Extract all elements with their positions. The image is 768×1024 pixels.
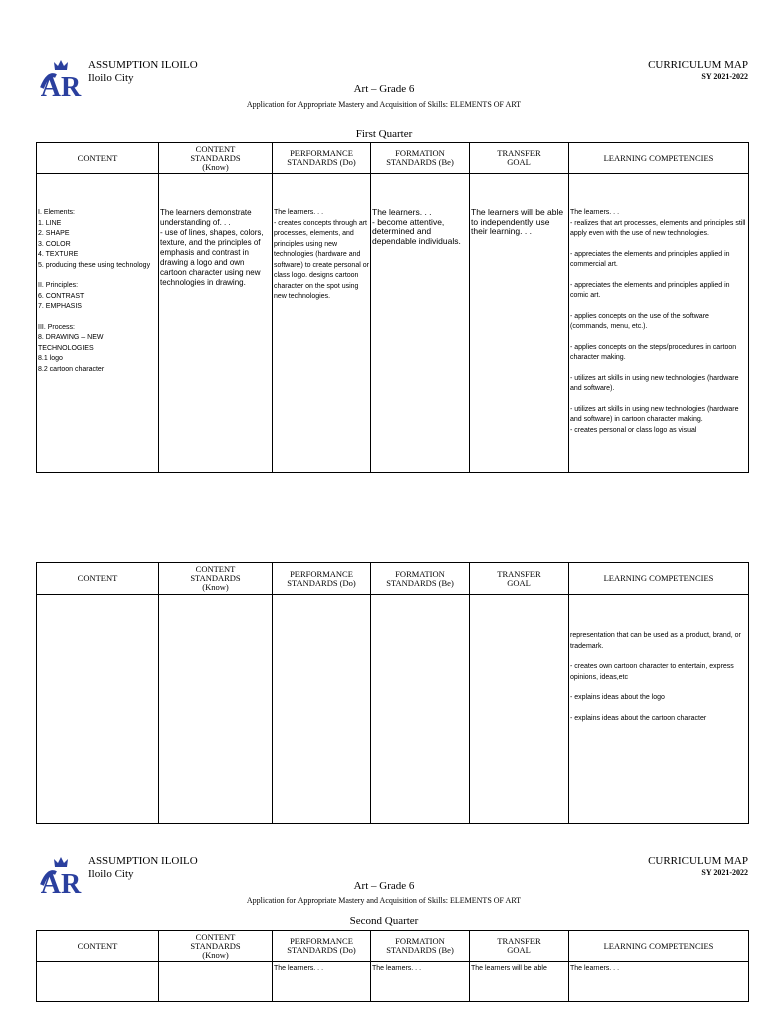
cell-performance-standards bbox=[273, 174, 371, 473]
cell-learning-competencies bbox=[569, 962, 749, 1002]
subject-title: Art – Grade 6 bbox=[353, 880, 415, 892]
curriculum-map-block bbox=[648, 855, 748, 879]
cell-line: The learners. . . bbox=[274, 209, 324, 216]
cell-line: representation that can be used as a product, brand, or trademark. bbox=[570, 632, 741, 650]
line-gap bbox=[38, 313, 157, 323]
school-city: Iloilo City bbox=[88, 868, 134, 880]
cell-line: III. Process: bbox=[38, 323, 75, 331]
curriculum-table-first-quarter-continued bbox=[36, 562, 749, 824]
cell-content-standards bbox=[159, 962, 273, 1002]
cell-line: - appreciates the elements and principles applied in comic art. bbox=[570, 281, 730, 299]
col-learning-competencies: LEARNING COMPETENCIES bbox=[569, 563, 749, 595]
cell-performance-standards bbox=[273, 962, 371, 1002]
cell-line: - use of lines, shapes, colors, texture, and the principles of emphasis and contrast in drawing a logo and own cartoon character using new technologies in drawing. bbox=[160, 228, 264, 287]
table-header-row bbox=[37, 563, 749, 595]
col-learning-competencies: LEARNING COMPETENCIES bbox=[569, 143, 749, 174]
col-performance-standards: PERFORMANCE STANDARDS (Do) bbox=[273, 931, 371, 962]
line-gap bbox=[570, 333, 747, 343]
col-content: CONTENT bbox=[37, 563, 159, 595]
school-name: ASSUMPTION ILOILO bbox=[88, 855, 198, 867]
table-header-row bbox=[37, 931, 749, 962]
col-formation-standards: FORMATION STANDARDS (Be) bbox=[371, 143, 470, 174]
line-gap bbox=[570, 652, 747, 662]
cell-transfer-goal bbox=[470, 595, 569, 824]
cell-line: The learners. . . bbox=[372, 207, 432, 217]
cell-line: - utilizes art skills in using new technologies (hardware and software). bbox=[570, 374, 739, 392]
performance-standards-text: The learners. . . bbox=[274, 965, 324, 972]
line-gap bbox=[570, 364, 747, 374]
col-content: CONTENT bbox=[37, 931, 159, 962]
line-gap bbox=[570, 271, 747, 281]
school-name: ASSUMPTION ILOILO bbox=[88, 59, 198, 71]
cell-learning-competencies bbox=[569, 174, 749, 473]
cell-line: 6. CONTRAST bbox=[38, 292, 85, 300]
cell-line: - creates concepts through art processes, elements, and principles using new technologies (hardware and software) to create personal or class logo. designs cartoon character on the spot using new technologies. bbox=[274, 219, 369, 300]
cell-line: The learners demonstrate understanding of. . . bbox=[160, 208, 252, 227]
cell-line: 4. TEXTURE bbox=[38, 251, 79, 258]
col-transfer-goal: TRANSFER GOAL bbox=[470, 143, 569, 174]
col-formation-standards: FORMATION STANDARDS (Be) bbox=[371, 563, 470, 595]
cell-line: - realizes that art processes, elements and principles still apply even with the use of new technologies. bbox=[570, 219, 746, 237]
school-city: Iloilo City bbox=[88, 72, 134, 84]
line-gap bbox=[38, 271, 157, 281]
curriculum-table-first-quarter bbox=[36, 142, 749, 473]
line-gap bbox=[570, 704, 747, 714]
cell-content-standards bbox=[159, 174, 273, 473]
quarter-title-second: Second Quarter bbox=[349, 915, 419, 927]
table-row bbox=[37, 595, 749, 824]
cell-transfer-goal bbox=[470, 174, 569, 473]
cell-content-standards bbox=[159, 595, 273, 824]
school-name-block bbox=[88, 59, 198, 85]
school-name-block bbox=[88, 855, 198, 881]
line-gap bbox=[570, 240, 747, 250]
cell-formation-standards bbox=[371, 595, 470, 824]
cell-line: II. Principles: bbox=[38, 282, 79, 289]
cell-content bbox=[37, 595, 159, 824]
cell-line: 7. EMPHASIS bbox=[38, 303, 82, 310]
cell-performance-standards bbox=[273, 595, 371, 824]
cell-line: - utilizes art skills in using new technologies (hardware and software) in cartoon character making. bbox=[570, 405, 739, 423]
cell-line: - applies concepts on the steps/procedures in cartoon character making. bbox=[570, 343, 737, 361]
col-content-standards: CONTENT STANDARDS (Know) bbox=[159, 143, 273, 174]
cell-line: 8.2 cartoon character bbox=[38, 365, 105, 373]
cell-line: 8.1 logo bbox=[38, 355, 63, 362]
cell-line: 5. producing these using technology bbox=[38, 261, 151, 269]
school-year: SY 2021-2022 bbox=[701, 72, 748, 81]
learning-competencies-text: The learners. . . bbox=[570, 965, 620, 972]
cell-formation-standards bbox=[371, 962, 470, 1002]
cell-line: 8. DRAWING – NEW TECHNOLOGIES bbox=[38, 334, 104, 352]
curriculum-map-block bbox=[648, 59, 748, 83]
doc-type: CURRICULUM MAP bbox=[648, 59, 748, 71]
line-gap bbox=[570, 302, 747, 312]
svg-text:AR: AR bbox=[40, 869, 82, 897]
cell-content bbox=[37, 174, 159, 473]
school-year: SY 2021-2022 bbox=[701, 868, 748, 877]
col-transfer-goal: TRANSFER GOAL bbox=[470, 563, 569, 595]
cell-line: - appreciates the elements and principles applied in commercial art. bbox=[570, 250, 730, 268]
quarter-title-first: First Quarter bbox=[355, 128, 413, 140]
col-formation-standards: FORMATION STANDARDS (Be) bbox=[371, 931, 470, 962]
cell-line: I. Elements: bbox=[38, 209, 75, 216]
page-subtitle: Application for Appropriate Mastery and Acquisition of Skills: ELEMENTS OF ART bbox=[246, 896, 522, 905]
col-content-standards: CONTENT STANDARDS (Know) bbox=[159, 563, 273, 595]
table-row bbox=[37, 962, 749, 1002]
cell-line: - creates personal or class logo as visual bbox=[570, 426, 697, 434]
col-performance-standards: PERFORMANCE STANDARDS (Do) bbox=[273, 563, 371, 595]
col-content-standards: CONTENT STANDARDS (Know) bbox=[159, 931, 273, 962]
col-performance-standards: PERFORMANCE STANDARDS (Do) bbox=[273, 143, 371, 174]
svg-text:AR: AR bbox=[40, 72, 82, 100]
col-content: CONTENT bbox=[37, 143, 159, 174]
cell-line: 1. LINE bbox=[38, 219, 62, 227]
col-learning-competencies: LEARNING COMPETENCIES bbox=[569, 931, 749, 962]
cell-line: - become attentive, determined and dependable individuals. bbox=[372, 216, 461, 246]
transfer-goal-text: The learners will be able bbox=[471, 965, 547, 972]
cell-line: The learners will be able to independently use their learning. . . bbox=[471, 207, 564, 236]
col-transfer-goal: TRANSFER GOAL bbox=[470, 931, 569, 962]
doc-type: CURRICULUM MAP bbox=[648, 855, 748, 867]
cell-line: - creates own cartoon character to entertain, express opinions, ideas,etc bbox=[570, 663, 734, 681]
line-gap bbox=[570, 683, 747, 693]
line-gap bbox=[570, 395, 747, 405]
cell-line: 2. SHAPE bbox=[38, 230, 70, 237]
cell-line: The learners. . . bbox=[570, 209, 620, 216]
table-header-row bbox=[37, 143, 749, 174]
cell-transfer-goal bbox=[470, 962, 569, 1002]
table-row bbox=[37, 174, 749, 473]
cell-content bbox=[37, 962, 159, 1002]
cell-line: - explains ideas about the cartoon character bbox=[570, 714, 707, 722]
cell-formation-standards bbox=[371, 174, 470, 473]
cell-line: - applies concepts on the use of the software (commands, menu, etc.). bbox=[570, 312, 709, 330]
subject-title: Art – Grade 6 bbox=[353, 83, 415, 95]
page-subtitle: Application for Appropriate Mastery and Acquisition of Skills: ELEMENTS OF ART bbox=[246, 100, 522, 109]
cell-line: 3. COLOR bbox=[38, 240, 71, 248]
cell-learning-competencies bbox=[569, 595, 749, 824]
cell-line: - explains ideas about the logo bbox=[570, 694, 665, 701]
curriculum-table-second-quarter bbox=[36, 930, 749, 1002]
formation-standards-text: The learners. . . bbox=[372, 965, 422, 972]
